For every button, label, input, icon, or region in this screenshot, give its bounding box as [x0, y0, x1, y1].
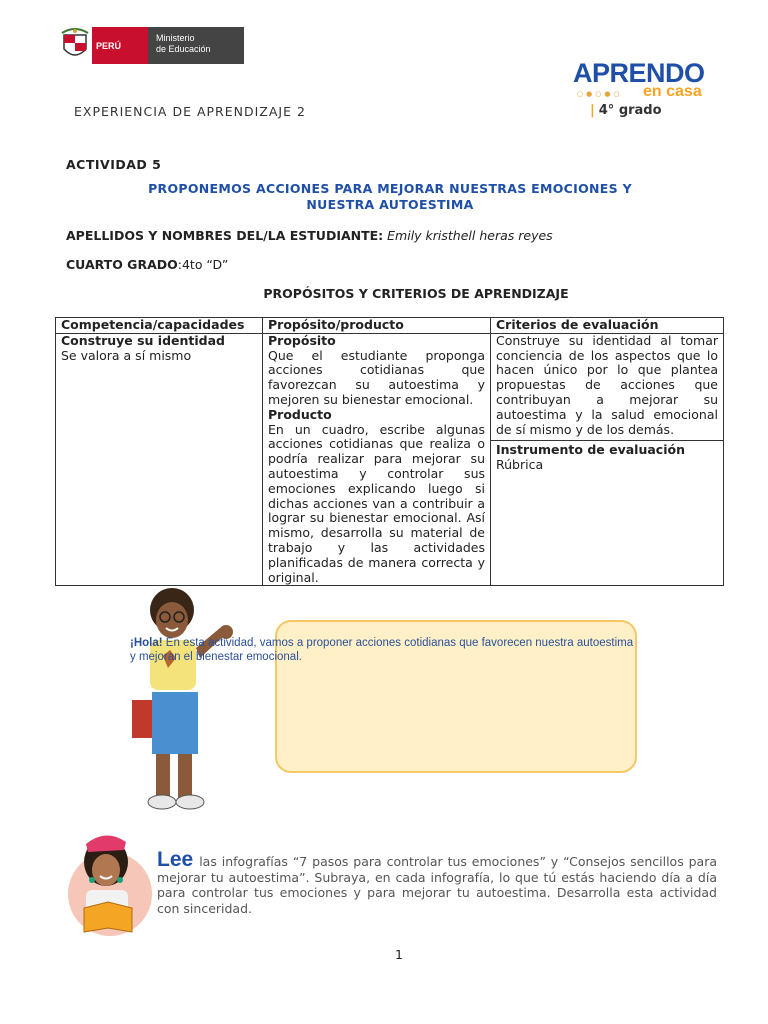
instrumento-block — [491, 440, 723, 473]
student-name-line — [66, 228, 553, 243]
header-competencia: Competencia/capacidades — [56, 318, 263, 334]
purposes-heading: PROPÓSITOS Y CRITERIOS DE APRENDIZAJE — [263, 286, 569, 301]
title-line2: NUESTRA AUTOESTIMA — [306, 197, 474, 212]
lee-word: Lee — [157, 848, 194, 871]
competencia-title: Construye su identidad — [61, 332, 226, 348]
header-criterios: Criterios de evaluación — [491, 318, 724, 334]
aprendo-logo — [573, 58, 718, 102]
reading-text: las infografías “7 pasos para controlar tus emociones” y “Consejos sencillos para mejorar tu autoestima”. Subraya, en cada infografía, lo que tú estás haciendo día a día para controlar tus emociones y para mejorar tu autoestima. Desarrolla esta actividad con sinceridad. — [157, 854, 717, 916]
title-line1: PROPONEMOS ACCIONES PARA MEJORAR NUESTRAS EMOCIONES Y — [148, 181, 632, 196]
brand-small: en casa — [643, 83, 702, 100]
proposito-text: Que el estudiante proponga acciones cotidianas que favorezcan su autoestima y mejoren su bienestar emocional. — [268, 347, 485, 407]
header-proposito: Propósito/producto — [263, 318, 491, 334]
producto-title: Producto — [268, 406, 332, 422]
cell-proposito — [263, 333, 491, 586]
criteria-table — [55, 317, 724, 586]
girl-reading-illustration — [66, 828, 154, 940]
student-name-label: APELLIDOS Y NOMBRES DEL/LA ESTUDIANTE: — [66, 228, 384, 243]
cell-competencia — [56, 333, 263, 586]
student-grade-line — [66, 257, 228, 272]
table-header-row — [56, 318, 724, 334]
activity-title — [110, 181, 670, 213]
ministry-logo — [58, 27, 244, 64]
bubble-body: En esta actividad, vamos a proponer acciones cotidianas que favorecen nuestra autoestima y mejoran el bienestar emocional. — [130, 637, 634, 663]
boy-illustration — [128, 588, 248, 818]
grade-bar: | — [590, 103, 595, 118]
instrumento-title: Instrumento de evaluación — [496, 442, 685, 458]
ministry-label — [148, 27, 244, 64]
hola-word: ¡Hola! — [130, 637, 163, 649]
cell-criterios — [491, 333, 724, 586]
table-row — [56, 333, 724, 586]
competencia-text: Se valora a sí mismo — [61, 347, 192, 363]
criterios-text: Construye su identidad al tomar conciencia de los aspectos que lo hacen único por lo que plantea propuestas de acciones que contribuyan a mejorar su autoestima y la salud emocional de sí mismo y de los demás. — [496, 332, 718, 437]
grade-label — [590, 103, 662, 118]
proposito-title: Propósito — [268, 332, 336, 348]
brand-dots-icon: ○●○●○ — [577, 90, 623, 98]
brand-big: APRENDO — [573, 58, 705, 88]
reading-instructions — [157, 848, 717, 916]
grade-text: 4° grado — [598, 103, 662, 118]
producto-text: En un cuadro, escribe algunas acciones cotidianas que realiza o podría realizar para mejorar su autoestima y controlar sus emociones explicando luego si dichas acciones van a contribuir a lograr su bienestar emocional. Así mismo, desarrolla su material de trabajo y las actividades planificadas de manera correcta y original. — [268, 421, 485, 585]
activity-number: ACTIVIDAD 5 — [66, 157, 162, 172]
grade-value: :4to “D” — [177, 257, 229, 272]
peru-label: PERÚ — [92, 27, 148, 64]
instrumento-text: Rúbrica — [496, 457, 544, 473]
bubble-text — [130, 636, 640, 664]
ministry-line2: de Educación — [156, 44, 211, 54]
crest-icon — [58, 27, 92, 64]
experience-label: EXPERIENCIA DE APRENDIZAJE 2 — [74, 104, 306, 119]
page-number: 1 — [395, 947, 403, 962]
ministry-line1: Ministerio — [156, 33, 195, 43]
grade-label-bold: CUARTO GRADO — [66, 257, 178, 272]
student-name-value: Emily kristhell heras reyes — [387, 228, 553, 243]
